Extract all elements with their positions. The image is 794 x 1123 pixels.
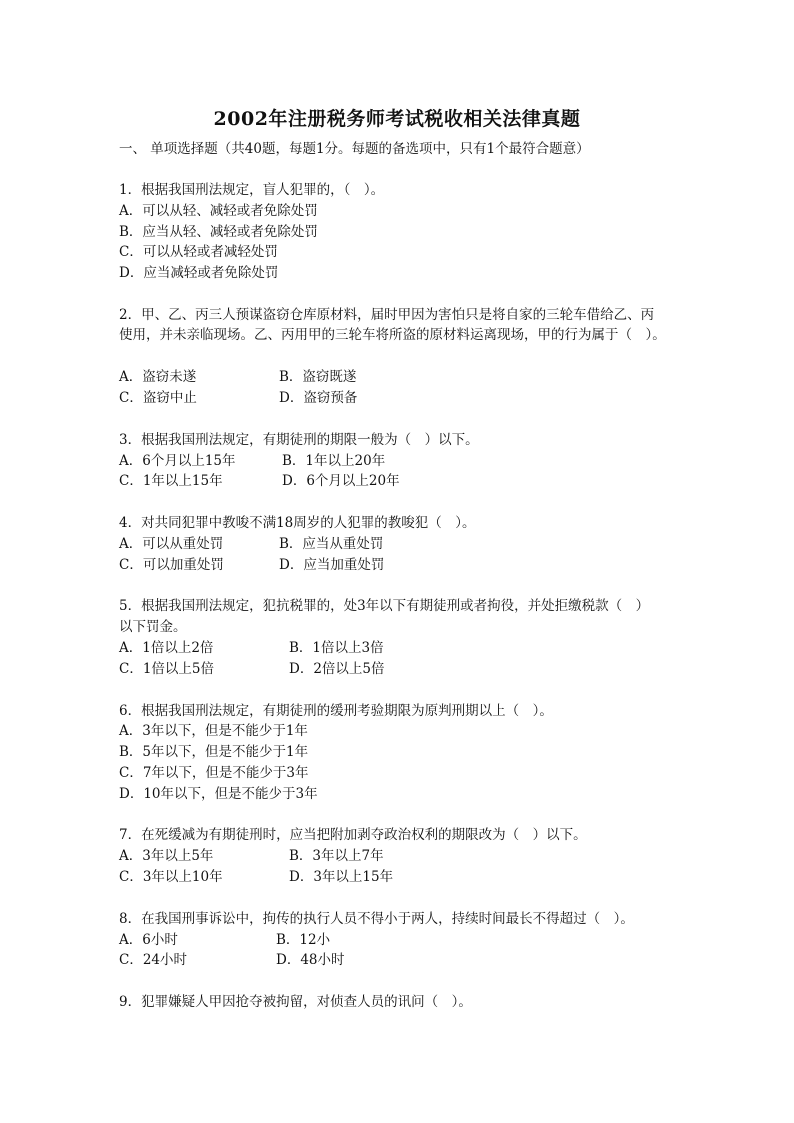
question-5-option-c: C．1倍以上5倍 (119, 661, 215, 677)
question-5-option-b: B．1倍以上3倍 (289, 640, 384, 656)
question-6-option-a: A．3年以下，但是不能少于1年 (119, 723, 308, 739)
question-7-option-d: D．3年以上15年 (289, 869, 394, 885)
question-1-option-d: D．应当减轻或者免除处罚 (119, 265, 279, 281)
question-2-stem-line-1: 2．甲、乙、丙三人预谋盗窃仓库原材料，届时甲因为害怕只是将自家的三轮车借给乙、丙 (119, 307, 655, 323)
question-4-option-c: C．可以加重处罚 (119, 557, 224, 573)
question-5-stem-line-1: 5．根据我国刑法规定，犯抗税罪的，处3年以下有期徒刑或者拘役，并处拒缴税款（ ） (119, 598, 650, 614)
question-5-stem-line-2: 以下罚金。 (119, 619, 187, 635)
question-8-option-c: C．24小时 (119, 952, 188, 968)
question-7-option-a: A．3年以上5年 (119, 848, 214, 864)
document-title: 2002年注册税务师考试税收相关法律真题 (213, 108, 581, 130)
question-3-option-d: D．6个月以上20年 (282, 473, 400, 489)
question-9-stem: 9．犯罪嫌疑人甲因抢夺被拘留，对侦查人员的讯问（ ）。 (119, 994, 472, 1010)
question-2-option-b: B．盗窃既遂 (279, 369, 357, 385)
question-2-option-d: D．盗窃预备 (279, 390, 358, 406)
question-7-option-c: C．3年以上10年 (119, 869, 223, 885)
question-3-option-c: C．1年以上15年 (119, 473, 223, 489)
question-3-option-a: A．6个月以上15年 (119, 453, 236, 469)
question-2-stem-line-2: 使用，并未亲临现场。乙、丙用甲的三轮车将所盗的原材料运离现场，甲的行为属于（ ）。 (119, 327, 666, 343)
question-1-option-a: A．可以从轻、减轻或者免除处罚 (119, 203, 318, 219)
question-7-stem: 7．在死缓减为有期徒刑时，应当把附加剥夺政治权利的期限改为（ ）以下。 (119, 827, 587, 843)
question-7-option-b: B．3年以上7年 (289, 848, 384, 864)
question-5-option-d: D．2倍以上5倍 (289, 661, 385, 677)
question-8-stem: 8．在我国刑事诉讼中，拘传的执行人员不得小于两人，持续时间最长不得超过（ ）。 (119, 911, 634, 927)
question-8-option-b: B．12小 (276, 932, 331, 948)
question-4-stem: 4．对共同犯罪中教唆不满18周岁的人犯罪的教唆犯（ ）。 (119, 515, 476, 531)
question-1-stem: 1．根据我国刑法规定，盲人犯罪的，（ ）。 (119, 182, 385, 198)
question-2-option-c: C．盗窃中止 (119, 390, 197, 406)
question-8-option-a: A．6小时 (119, 932, 178, 948)
question-6-option-d: D．10年以下，但是不能少于3年 (119, 786, 318, 802)
question-5-option-a: A．1倍以上2倍 (119, 640, 214, 656)
question-6-option-c: C．7年以下，但是不能少于3年 (119, 765, 309, 781)
question-4-option-d: D．应当加重处罚 (279, 557, 385, 573)
question-3-option-b: B．1年以上20年 (282, 453, 386, 469)
question-6-stem: 6．根据我国刑法规定，有期徒刑的缓刑考验期限为原判刑期以上（ ）。 (119, 703, 553, 719)
question-4-option-b: B．应当从重处罚 (279, 536, 384, 552)
question-2-option-a: A．盗窃未遂 (119, 369, 197, 385)
section-heading: 一、 单项选择题（共40题，每题1分。每题的备选项中，只有1个最符合题意） (119, 141, 590, 157)
question-1-option-c: C．可以从轻或者减轻处罚 (119, 244, 278, 260)
question-6-option-b: B．5年以下，但是不能少于1年 (119, 744, 309, 760)
question-8-option-d: D．48小时 (276, 952, 345, 968)
question-3-stem: 3．根据我国刑法规定，有期徒刑的期限一般为（ ）以下。 (119, 432, 479, 448)
question-1-option-b: B．应当从轻、减轻或者免除处罚 (119, 224, 318, 240)
question-4-option-a: A．可以从重处罚 (119, 536, 224, 552)
